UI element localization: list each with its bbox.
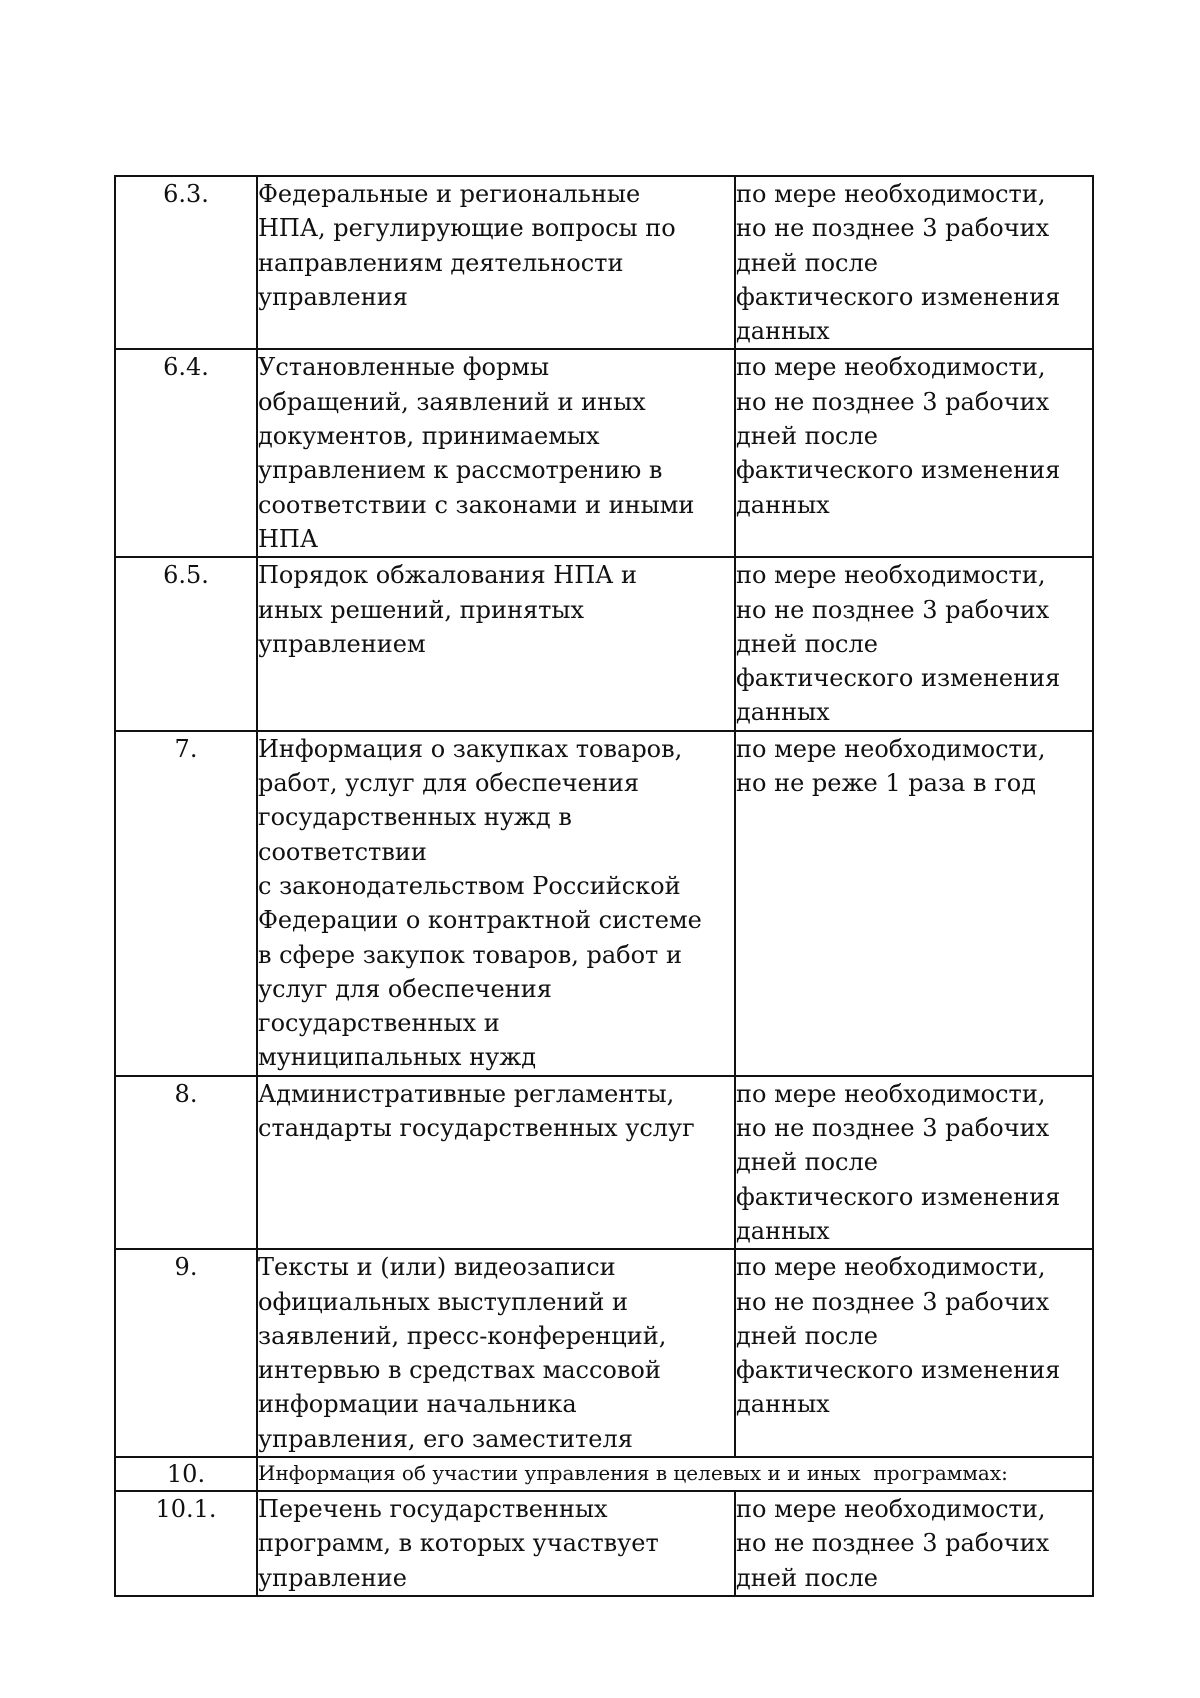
table-row-section-heading [115,1457,1093,1491]
row-number: 7. [115,731,257,1076]
row-number: 6.4. [115,349,257,557]
update-period: по мере необходимости, но не позднее 3 рабочих дней после фактического изменения данных [735,349,1093,557]
update-period: по мере необходимости, но не позднее 3 рабочих дней после [735,1491,1093,1596]
table-row [115,176,1093,349]
info-description: Перечень государственных программ, в которых участвует управление [257,1491,735,1596]
section-heading: Информация об участии управления в целевых и и иных программах: [257,1457,1093,1491]
row-number: 8. [115,1076,257,1249]
update-period: по мере необходимости, но не позднее 3 рабочих дней после фактического изменения данных [735,1249,1093,1457]
update-period: по мере необходимости, но не позднее 3 рабочих дней после фактического изменения данных [735,176,1093,349]
info-description: Тексты и (или) видеозаписи официальных выступлений и заявлений, пресс-конференций, интервью в средствах массовой информации начальника управления, его заместителя [257,1249,735,1457]
publication-schedule-table [114,175,1094,1597]
row-number: 9. [115,1249,257,1457]
table-row [115,349,1093,557]
table-row [115,1076,1093,1249]
row-number: 6.3. [115,176,257,349]
info-description: Установленные формы обращений, заявлений и иных документов, принимаемых управлением к рассмотрению в соответствии с законами и иными НПА [257,349,735,557]
table-row [115,1491,1093,1596]
table-row [115,1249,1093,1457]
table-row [115,731,1093,1076]
info-description: Информация о закупках товаров, работ, услуг для обеспечения государственных нужд в соответствии с законодательством Российской Федерации о контрактной системе в сфере закупок товаров, работ и услуг для обеспечения государственных и муниципальных нужд [257,731,735,1076]
info-description: Административные регламенты, стандарты государственных услуг [257,1076,735,1249]
row-number: 10.1. [115,1491,257,1596]
row-number: 10. [115,1457,257,1491]
update-period: по мере необходимости, но не позднее 3 рабочих дней после фактического изменения данных [735,557,1093,730]
update-period: по мере необходимости, но не позднее 3 рабочих дней после фактического изменения данных [735,1076,1093,1249]
info-description: Порядок обжалования НПА и иных решений, принятых управлением [257,557,735,730]
row-number: 6.5. [115,557,257,730]
info-description: Федеральные и региональные НПА, регулирующие вопросы по направлениям деятельности управления [257,176,735,349]
update-period: по мере необходимости, но не реже 1 раза в год [735,731,1093,1076]
table-row [115,557,1093,730]
